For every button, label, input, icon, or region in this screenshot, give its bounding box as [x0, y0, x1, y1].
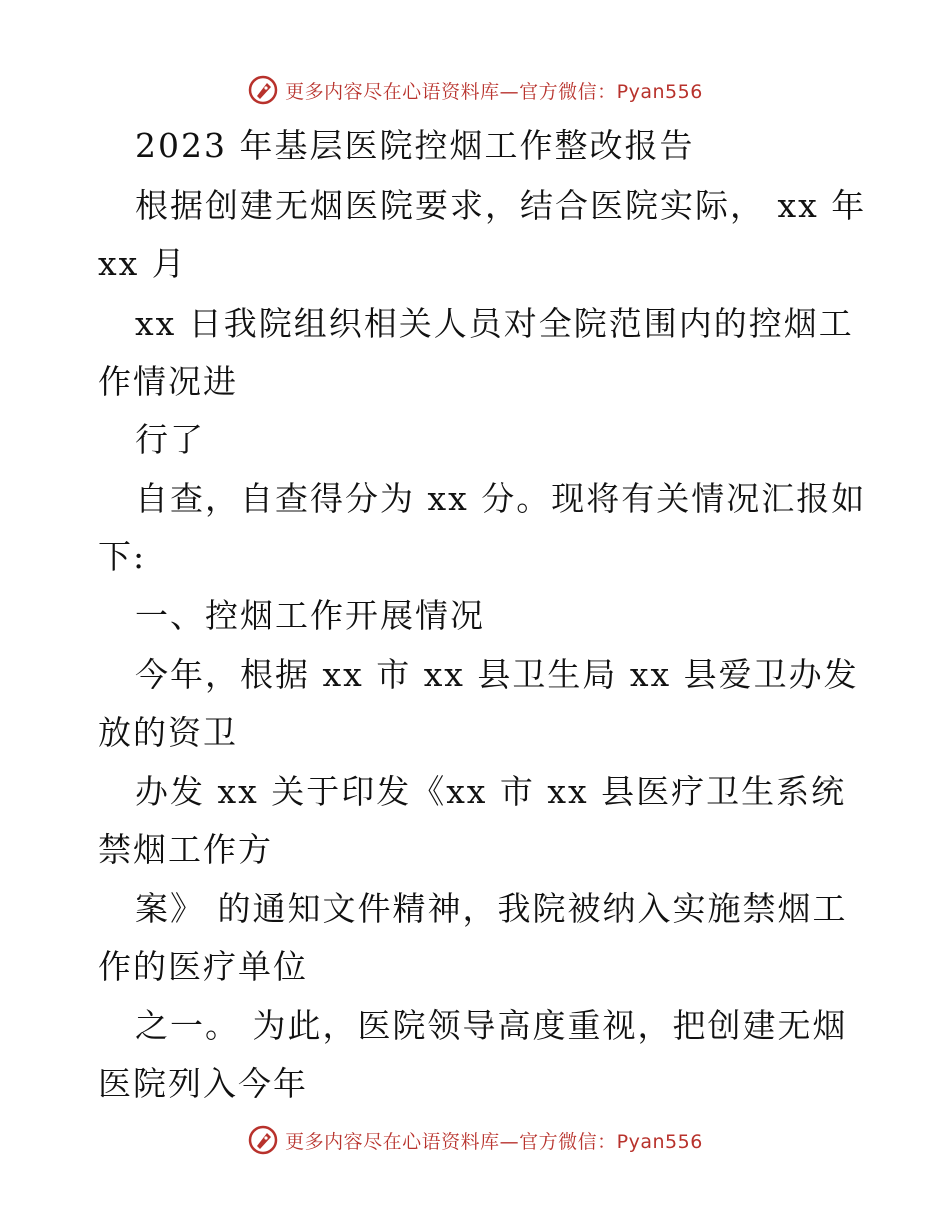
header-watermark-banner: [0, 70, 950, 110]
paragraph-line: 行了: [135, 420, 205, 459]
watermark-text: 更多内容尽在心语资料库—官方微信：Pyan556: [285, 80, 703, 103]
paragraph-line: 医院列入今年: [98, 1064, 308, 1103]
paragraph-line: 放的资卫: [98, 713, 238, 752]
pen-nib-logo-icon: [247, 1124, 279, 1156]
paragraph-line: 下:: [98, 537, 147, 576]
document-title: 2023 年基层医院控烟工作整改报告: [135, 126, 695, 165]
paragraph-line: 根据创建无烟医院要求，结合医院实际， xx 年: [135, 186, 867, 225]
paragraph-line: 办发 xx 关于印发《xx 市 xx 县医疗卫生系统: [135, 772, 847, 811]
paragraph-line: xx 日我院组织相关人员对全院范围内的控烟工: [135, 304, 854, 343]
section-heading: 一、控烟工作开展情况: [135, 596, 485, 635]
paragraph-line: 之一。 为此，医院领导高度重视，把创建无烟: [135, 1006, 848, 1045]
paragraph-line: 今年，根据 xx 市 xx 县卫生局 xx 县爱卫办发: [135, 655, 859, 694]
paragraph-line: xx 月: [98, 244, 187, 283]
paragraph-line: 作的医疗单位: [98, 947, 308, 986]
paragraph-line: 案》 的通知文件精神，我院被纳入实施禁烟工: [135, 889, 848, 928]
pen-nib-logo-icon: [247, 74, 279, 106]
watermark-text: 更多内容尽在心语资料库—官方微信：Pyan556: [285, 1130, 703, 1153]
paragraph-line: 禁烟工作方: [98, 830, 273, 869]
footer-watermark-banner: [0, 1120, 950, 1160]
paragraph-line: 作情况进: [98, 362, 238, 401]
paragraph-line: 自查，自查得分为 xx 分。现将有关情况汇报如: [135, 479, 867, 518]
